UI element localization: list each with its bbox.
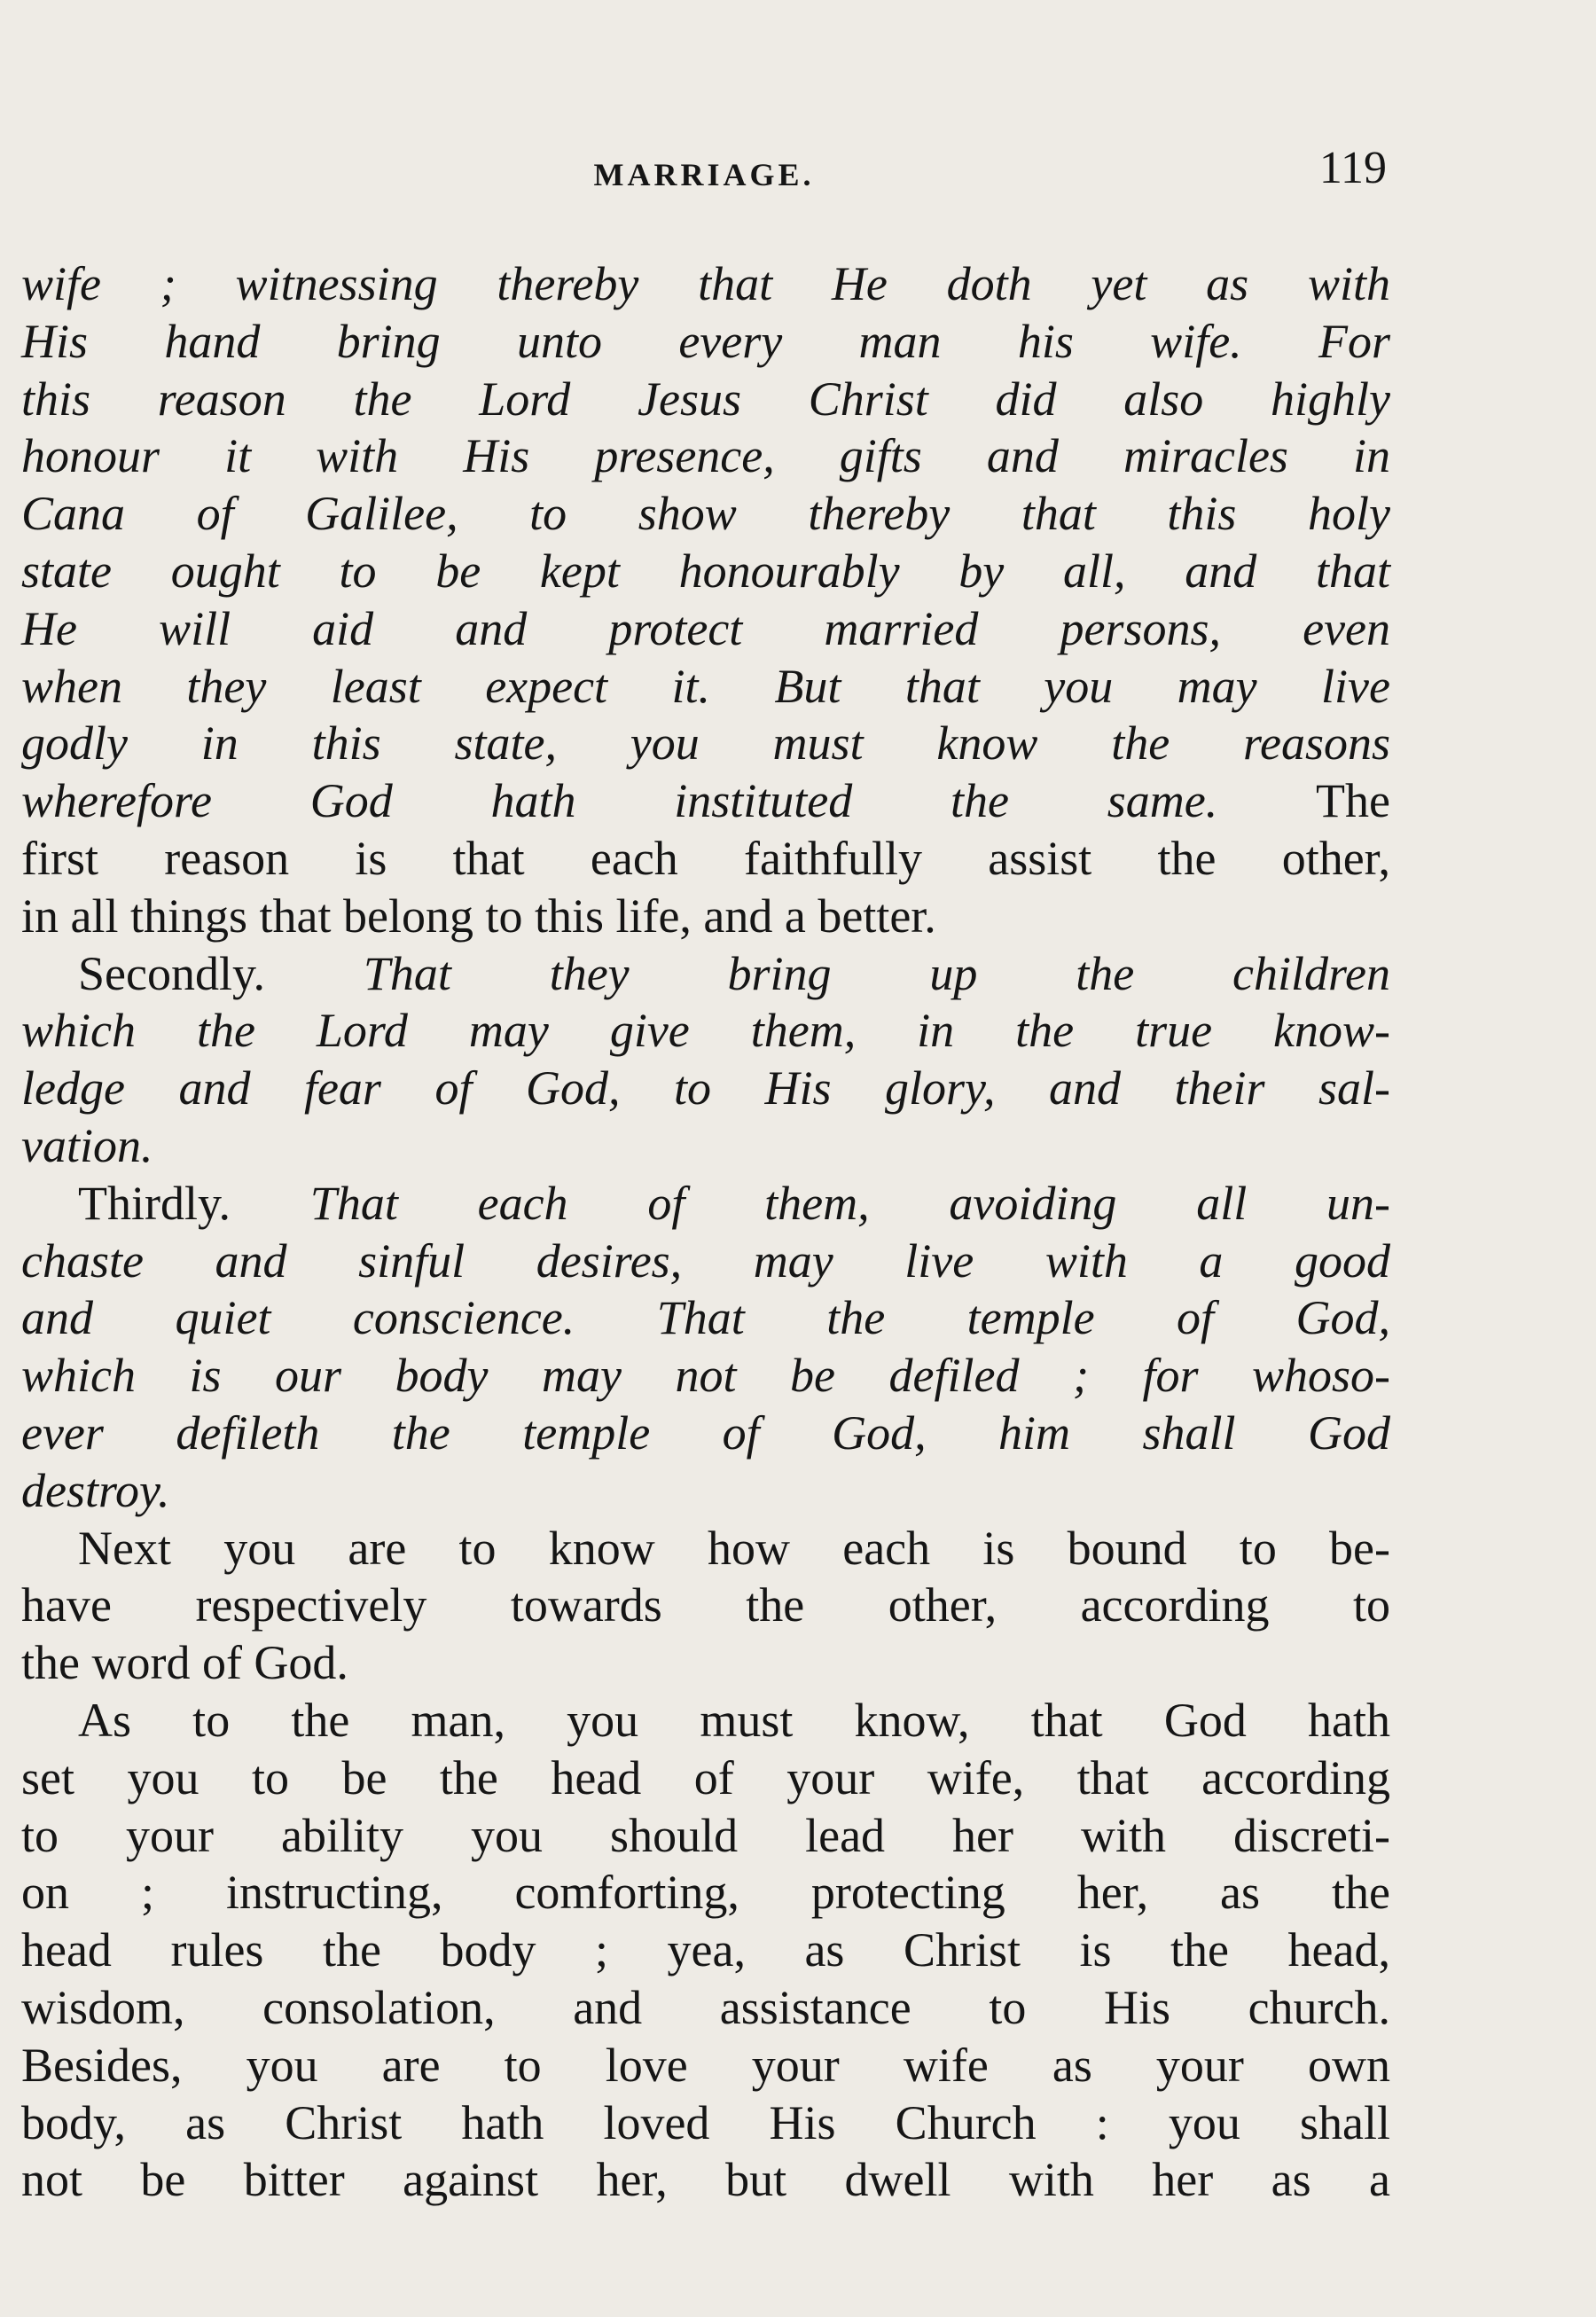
text-line [21, 1922, 1390, 1979]
page-header [21, 142, 1387, 204]
running-head: MARRIAGE. [593, 157, 815, 192]
text-line [21, 1462, 1390, 1520]
text-line [21, 830, 1390, 888]
italic-text-segment: state ought to be kept honourably by all, and that [21, 544, 1390, 598]
text-line [21, 1864, 1390, 1922]
text-line [21, 543, 1390, 600]
italic-text-segment: chaste and sinful desires, may live with a good [21, 1233, 1390, 1288]
roman-text-segment: have respectively towards the other, according to [21, 1578, 1390, 1632]
roman-text-segment: wisdom, consolation, and assistance to His church. [21, 1980, 1390, 2034]
italic-text-segment: which the Lord may give them, in the true know- [21, 1004, 1390, 1058]
text-line [21, 255, 1390, 313]
roman-text-segment: Besides, you are to love your wife as your own [21, 2038, 1390, 2092]
text-line [21, 1520, 1390, 1577]
roman-text-segment: on ; instructing, comforting, protecting her, as the [21, 1866, 1390, 1920]
text-line [21, 1692, 1390, 1749]
italic-text-segment: honour it with His presence, gifts and miracles in [21, 429, 1390, 483]
text-line [21, 2037, 1390, 2094]
body-text [21, 255, 1390, 2209]
italic-text-segment: His hand bring unto every man his wife. For [21, 314, 1390, 368]
roman-text-segment: As to the man, you must know, that God hath [78, 1693, 1390, 1747]
italic-text-segment: vation. [21, 1118, 153, 1172]
text-line [21, 371, 1390, 428]
italic-text-segment: ever defileth the temple of God, him shall God [21, 1405, 1390, 1460]
text-line [21, 888, 1390, 945]
italic-text-segment: godly in this state, you must know the reasons [21, 716, 1390, 771]
italic-text-segment: destroy. [21, 1463, 170, 1517]
text-line [21, 1634, 1390, 1692]
roman-text-segment: Secondly. [78, 946, 364, 1000]
italic-text-segment: He will aid and protect married persons, even [21, 601, 1390, 655]
text-line [21, 1175, 1390, 1233]
text-line [21, 485, 1390, 543]
text-line [21, 2094, 1390, 2152]
text-line [21, 1405, 1390, 1462]
page-number: 119 [1318, 143, 1387, 193]
text-line [21, 1060, 1390, 1117]
roman-text-segment: set you to be the head of your wife, that according [21, 1750, 1390, 1804]
roman-text-segment: to your ability you should lead her with discreti- [21, 1808, 1390, 1862]
text-line [21, 715, 1390, 772]
roman-text-segment: the word of God. [21, 1636, 348, 1690]
roman-text-segment: first reason is that each faithfully assist the other, [21, 831, 1390, 885]
text-line [21, 1749, 1390, 1807]
text-line [21, 313, 1390, 371]
italic-text-segment: ledge and fear of God, to His glory, and their sal- [21, 1061, 1390, 1115]
roman-text-segment: not be bitter against her, but dwell with her as a [21, 2153, 1390, 2207]
italic-text-segment: when they least expect it. But that you may live [21, 659, 1390, 713]
italic-text-segment: Cana of Galilee, to show thereby that this holy [21, 487, 1390, 541]
text-line [21, 772, 1390, 830]
text-line [21, 658, 1390, 716]
text-line [21, 2151, 1390, 2209]
roman-text-segment: head rules the body ; yea, as Christ is the head, [21, 1923, 1390, 1977]
italic-text-segment: this reason the Lord Jesus Christ did also highly [21, 372, 1390, 426]
roman-text-segment: The [1316, 774, 1390, 828]
text-line [21, 1807, 1390, 1865]
text-line [21, 1117, 1390, 1175]
italic-text-segment: wife ; witnessing thereby that He doth yet as with [21, 257, 1390, 310]
italic-text-segment: and quiet conscience. That the temple of God, [21, 1291, 1390, 1345]
roman-text-segment: Thirdly. [78, 1176, 310, 1230]
text-line [21, 1577, 1390, 1634]
text-line [21, 1233, 1390, 1290]
roman-text-segment: Next you are to know how each is bound to be- [78, 1521, 1390, 1575]
text-line [21, 1347, 1390, 1405]
text-line [21, 600, 1390, 658]
text-line [21, 945, 1390, 1003]
text-line [21, 1979, 1390, 2037]
roman-text-segment: body, as Christ hath loved His Church : you shall [21, 2095, 1390, 2149]
italic-text-segment: That each of them, avoiding all un- [309, 1176, 1391, 1230]
italic-text-segment: wherefore God hath instituted the same. [21, 774, 1317, 828]
italic-text-segment: That they bring up the children [363, 946, 1390, 1000]
text-line [21, 1289, 1390, 1347]
text-line [21, 427, 1390, 485]
italic-text-segment: which is our body may not be defiled ; for whoso- [21, 1349, 1390, 1403]
roman-text-segment: in all things that belong to this life, and a better. [21, 888, 936, 943]
text-line [21, 1002, 1390, 1060]
